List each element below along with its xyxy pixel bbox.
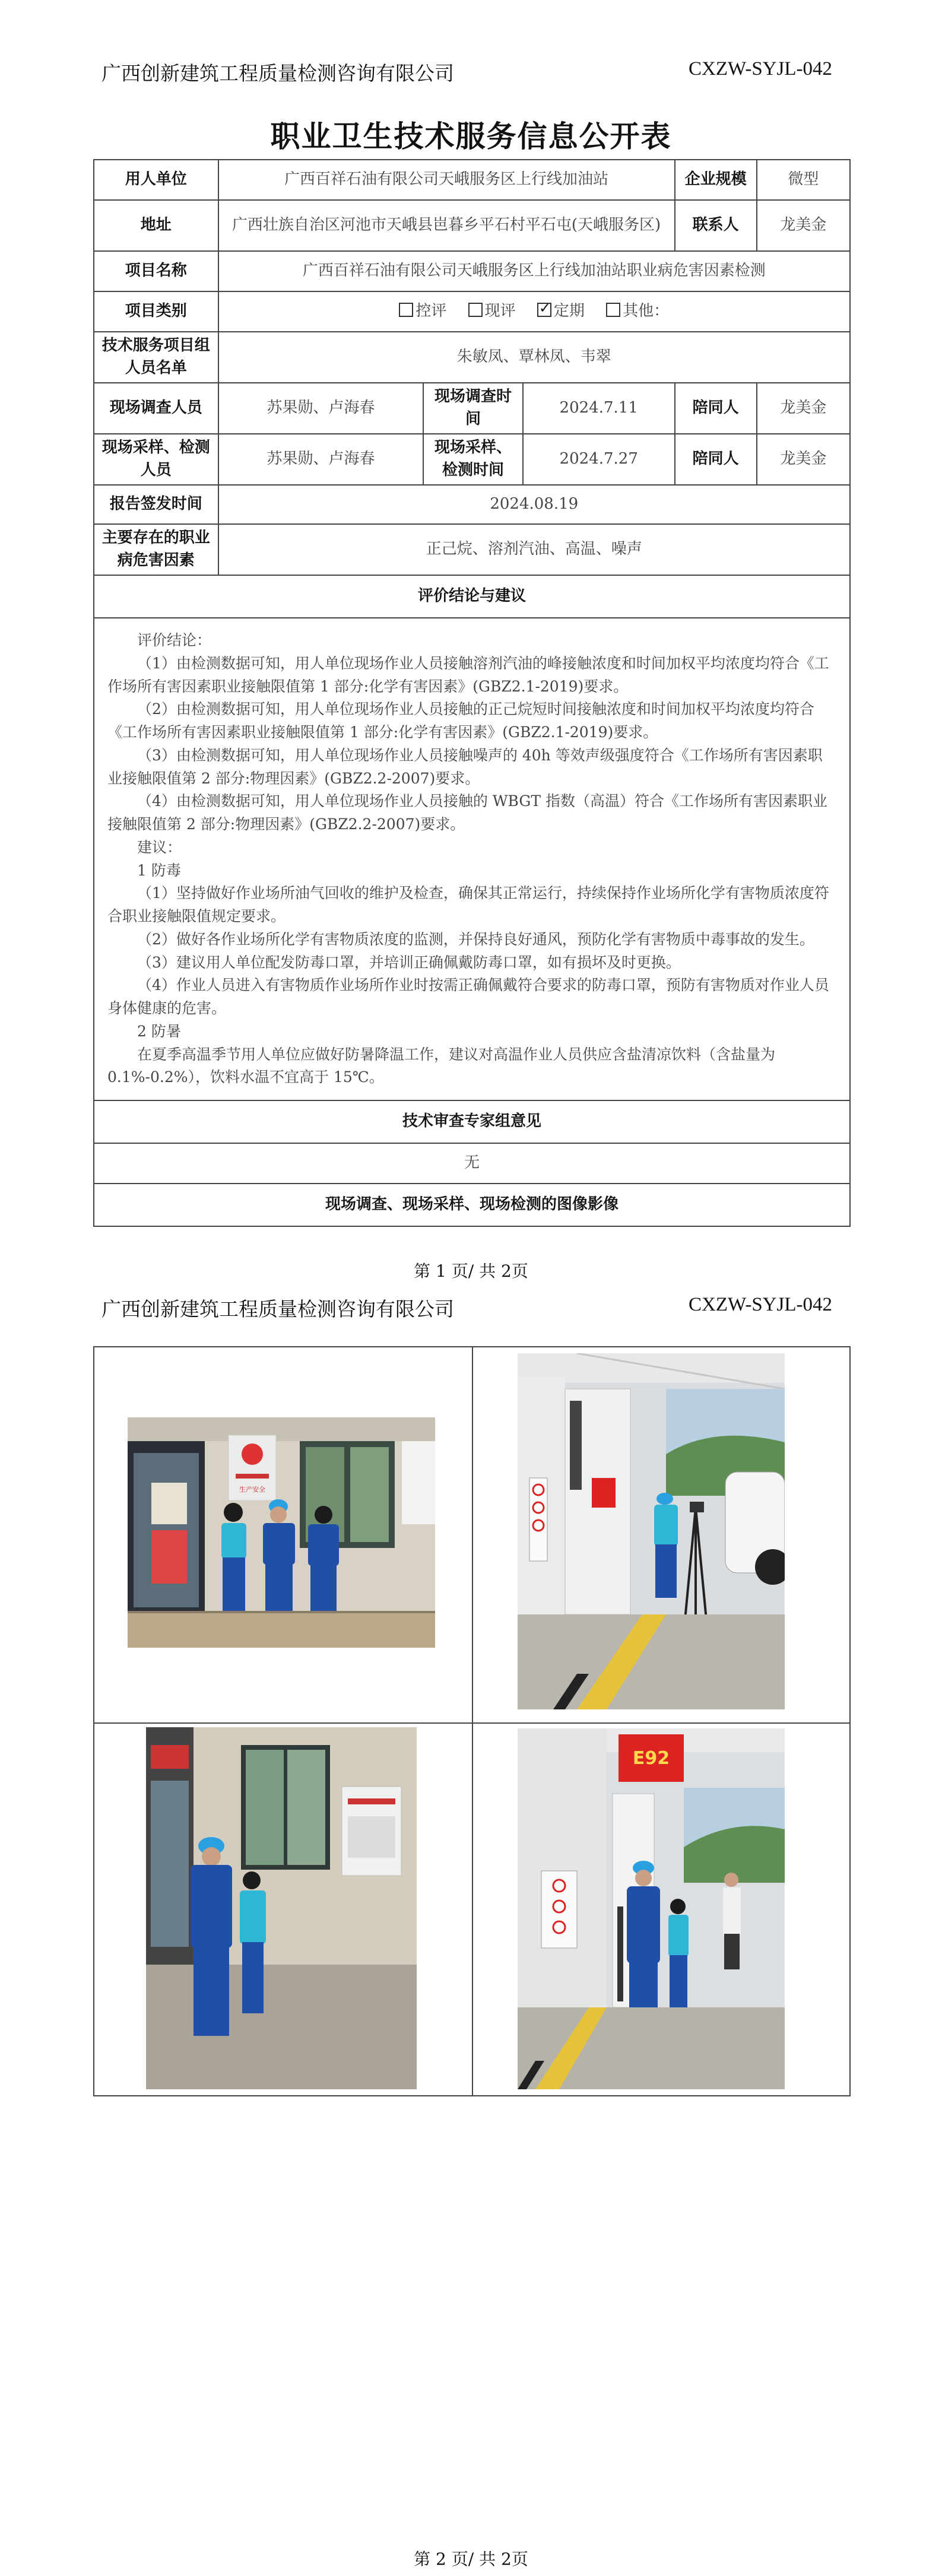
expert-section-title: 技术审查专家组意见: [94, 1100, 850, 1143]
suggestion-paragraph: （2）做好各作业场所化学有害物质浓度的监测，并保持良好通风，预防化学有害物质中毒事故的发生。: [137, 930, 814, 948]
survey-staff-value: 苏果勋、卢海春: [218, 383, 424, 434]
suggestion-paragraph: （1）坚持做好作业场所油气回收的维护及检查，确保其正常运行，持续保持作业场所化学有害物质浓度符合职业接触限值规定要求。: [107, 884, 829, 925]
suggestion-paragraph: 在夏季高温季节用人单位应做好防暑降温工作，建议对高温作业人员供应含盐清凉饮料（含盐量为 0.1%-0.2%），饮料水温不宜高于 15℃。: [107, 1045, 776, 1086]
expert-value: 无: [94, 1143, 850, 1184]
header-company: 广西创新建筑工程质量检测咨询有限公司: [102, 62, 454, 85]
category-option-dingqi[interactable]: ✓ 定期: [537, 300, 585, 323]
suggestion-paragraph: （4）作业人员进入有害物质作业场所作业时按需正确佩戴符合要求的防毒口罩，预防有害物质对作业人员身体健康的危害。: [107, 976, 829, 1017]
hazards-value: 正己烷、溶剂汽油、高温、噪声: [218, 524, 850, 575]
page-footer-1: 第 1 页/ 共 2页: [414, 1261, 528, 1281]
header-code: CXZW-SYJL-042: [689, 1294, 832, 1315]
employer-value: 广西百祥石油有限公司天峨服务区上行线加油站: [218, 160, 675, 200]
photo-indoor-survey: [146, 1727, 417, 2089]
conclusion-paragraph: （3）由检测数据可知，用人单位现场作业人员接触噪声的 40h 等效声级强度符合《工作场所有害因素职业接触限值第 2 部分:物理因素》(GBZ2.2-2007)要求。: [107, 746, 823, 787]
header-company: 广西创新建筑工程质量检测咨询有限公司: [102, 1297, 454, 1321]
project-label: 项目名称: [94, 251, 218, 291]
accompany-value: 龙美金: [757, 383, 850, 434]
sampling-staff-label: 现场采样、检测人员: [94, 434, 218, 485]
photo-survey-group: [128, 1417, 435, 1648]
conclusion-body: [94, 618, 850, 1100]
document-title: 职业卫生技术服务信息公开表: [270, 119, 672, 154]
category-options: [218, 291, 850, 332]
suggestion-paragraph: 1 防毒: [137, 861, 181, 879]
checkbox-checked-icon: [537, 303, 551, 317]
sampling-staff-value: 苏果勋、卢海春: [218, 434, 424, 485]
team-value: 朱敏凤、覃林凤、韦翠: [218, 332, 850, 383]
conclusion-paragraph: （1）由检测数据可知，用人单位现场作业人员接触溶剂汽油的峰接触浓度和时间加权平均浓度均符合《工作场所有害因素职业接触限值第 1 部分:化学有害因素》(GBZ2.1-2019)要求。: [107, 654, 829, 695]
sampling-time-label: 现场采样、检测时间: [423, 434, 523, 485]
checkbox-icon: [468, 303, 483, 317]
photo-pump-sampling: [518, 1353, 785, 1709]
suggestion-paragraph: 2 防暑: [137, 1022, 181, 1040]
conclusion-paragraph: （2）由检测数据可知，用人单位现场作业人员接触的正己烷短时间接触浓度和时间加权平均浓度均符合《工作场所有害因素职业接触限值第 1 部分:化学有害因素》(GBZ2.1-2019)要求。: [107, 700, 814, 741]
header-code: CXZW-SYJL-042: [689, 58, 832, 80]
slogan-sign-text: 生产安全: [239, 1486, 265, 1493]
survey-time-value: 2024.7.11: [523, 383, 675, 434]
scale-label: 企业规模: [675, 160, 757, 200]
pump-sign-text: E92: [632, 1748, 670, 1769]
photo-pump-measurement: [518, 1728, 785, 2089]
images-section-title: 现场调查、现场采样、现场检测的图像影像: [94, 1184, 850, 1226]
hazards-label: 主要存在的职业病危害因素: [94, 524, 218, 575]
employer-label: 用人单位: [94, 160, 218, 200]
accompany2-value: 龙美金: [757, 434, 850, 485]
conclusion-section-title: 评价结论与建议: [94, 575, 850, 618]
category-option-kongping[interactable]: 控评: [399, 300, 446, 323]
photo-grid: [93, 1346, 851, 2096]
team-label: 技术服务项目组人员名单: [94, 332, 218, 383]
suggestion-paragraph: （3）建议用人单位配发防毒口罩，并培训正确佩戴防毒口罩，如有损坏及时更换。: [137, 953, 681, 971]
survey-time-label: 现场调查时间: [423, 383, 523, 434]
info-table: [93, 159, 851, 1227]
report-date-value: 2024.08.19: [218, 485, 850, 524]
project-value: 广西百祥石油有限公司天峨服务区上行线加油站职业病危害因素检测: [218, 251, 850, 291]
category-label: 项目类别: [94, 291, 218, 332]
accompany-label: 陪同人: [675, 383, 757, 434]
suggestion-paragraph: 建议：: [137, 838, 182, 856]
address-value: 广西壮族自治区河池市天峨县岜暮乡平石村平石屯(天峨服务区): [218, 200, 675, 251]
page-footer-2: 第 2 页/ 共 2页: [414, 2549, 528, 2569]
conclusion-paragraph: （4）由检测数据可知，用人单位现场作业人员接触的 WBGT 指数（高温）符合《工作场所有害因素职业接触限值第 2 部分:物理因素》(GBZ2.2-2007)要求。: [107, 792, 827, 833]
checkbox-icon: [606, 303, 620, 317]
address-label: 地址: [94, 200, 218, 251]
conclusion-paragraph: 评价结论：: [137, 632, 212, 649]
scale-value: 微型: [757, 160, 850, 200]
accompany2-label: 陪同人: [675, 434, 757, 485]
contact-value: 龙美金: [757, 200, 850, 251]
category-option-xianping[interactable]: 现评: [468, 300, 516, 323]
report-date-label: 报告签发时间: [94, 485, 218, 524]
contact-label: 联系人: [675, 200, 757, 251]
category-option-qita[interactable]: 其他：: [606, 300, 669, 323]
survey-staff-label: 现场调查人员: [94, 383, 218, 434]
checkbox-icon: [399, 303, 413, 317]
sampling-time-value: 2024.7.27: [523, 434, 675, 485]
